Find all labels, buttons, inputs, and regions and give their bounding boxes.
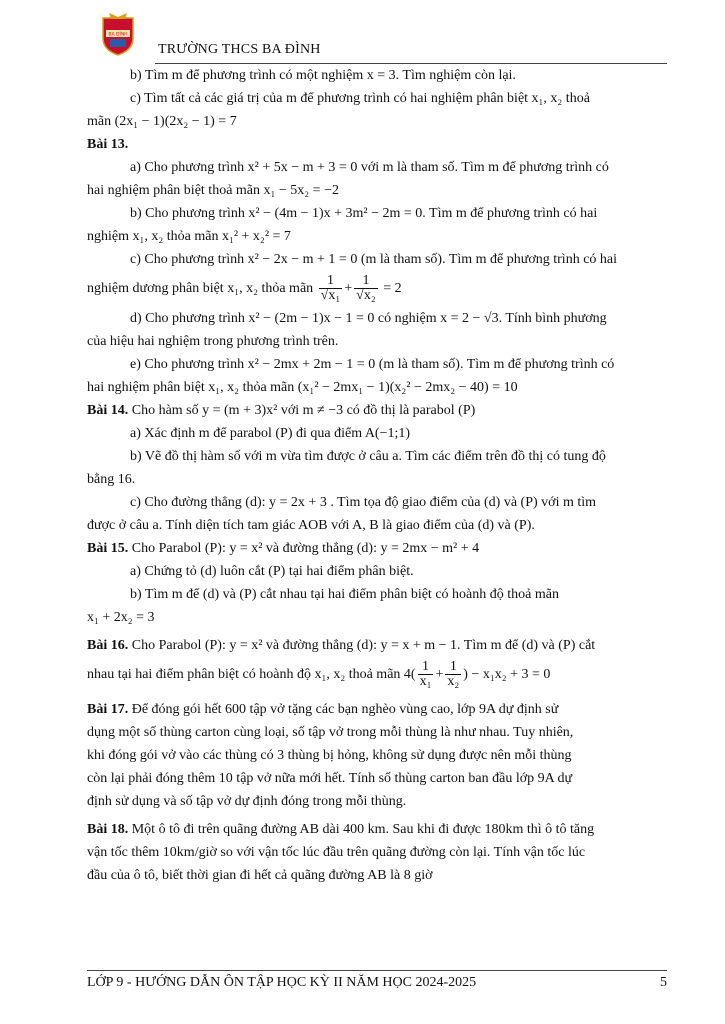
page-number: 5 <box>660 975 667 990</box>
b18-3: đầu của ô tô, biết thời gian đi hết cả quãng đường AB là 8 giờ <box>87 868 433 883</box>
b13b-2: nghiệm x₁, x₂ thỏa mãn x₁² + x₂² = 7 <box>87 229 291 244</box>
b15b-2: x₁ + 2x₂ = 3 <box>87 610 155 625</box>
b14b-1: b) Vẽ đồ thị hàm số với m vừa tìm được ở câu a. Tìm các điểm trên đồ thị có tung độ <box>130 449 606 464</box>
b12b: b) Tìm m để phương trình có một nghiệm x = 3. Tìm nghiệm còn lại. <box>130 68 516 83</box>
b17-4: còn lại phải đóng thêm 10 tập vở nữa mới hết. Tính số thùng carton ban đầu lớp 9A dự <box>87 771 573 786</box>
b13c-2: nghiệm dương phân biệt x₁, x₂ thỏa mãn $\frac{1}{\text{√x₁}}$ + $\frac{1}{\text{√x₂}}$ = 2 <box>87 273 402 304</box>
b13e-2: hai nghiệm phân biệt x₁, x₂ thỏa mãn (x₁² − 2mx₁ − 1)(x₂² − 2mx₂ − 40) = 10 <box>87 380 518 395</box>
b14a: a) Xác định m để parabol (P) đi qua điểm A(−1;1) <box>130 426 411 441</box>
b13a-2: hai nghiệm phân biệt thoả mãn x₁ − 5x₂ = −2 <box>87 183 339 198</box>
b13d-1: d) Cho phương trình x² − (2m − 1)x − 1 = 0 có nghiệm x = 2 − √3. Tính bình phương <box>130 311 607 326</box>
b14b-2: bằng 16. <box>87 472 136 487</box>
b12c-2: mãn (2x₁ − 1)(2x₂ − 1) = 7 <box>87 114 237 129</box>
school-name: TRƯỜNG THCS BA ĐÌNH <box>158 42 321 57</box>
logo-text: BA ĐÌNH <box>108 32 128 38</box>
b18-1: Bài 18. Một ô tô đi trên quãng đường AB dài 400 km. Sau khi đi được 180km thì ô tô tăng <box>87 822 595 837</box>
b15b-1: b) Tìm m để (d) và (P) cắt nhau tại hai điểm phân biệt có hoành độ thoả mãn <box>130 587 559 602</box>
b15a: a) Chứng tỏ (d) luôn cắt (P) tại hai điểm phân biệt. <box>130 564 414 579</box>
b13c-frac-1: $\frac{1}{\text{√x₁}}$ <box>320 273 341 304</box>
b13e-1: e) Cho phương trình x² − 2mx + 2m − 1 = 0 (m là tham số). Tìm m để phương trình có <box>130 357 615 372</box>
b16-2: nhau tại hai điểm phân biệt có hoành độ x₁, x₂ thoả mãn 4( $\frac{1}{\text{x₁}}$ + $\frac{1}{\text{x₂}}$ ) − x₁x₂ + 3 = 0 <box>87 659 551 690</box>
b16-1: Bài 16. Cho Parabol (P): y = x² và đường thẳng (d): y = x + m − 1. Tìm m để (d) và (P) cắt <box>87 638 596 653</box>
b16-frac-2: $\frac{1}{\text{x₂}}$ <box>447 659 460 690</box>
b17-3: khi đóng gói vở vào các thùng có 3 thùng bị hỏng, không sử dụng được nên mỗi thùng <box>87 748 572 763</box>
document-body <box>87 64 667 887</box>
b12c-1: c) Tìm tất cả các giá trị của m để phương trình có hai nghiệm phân biệt x₁, x₂ thoả <box>130 91 590 106</box>
footer-text: LỚP 9 - HƯỚNG DẪN ÔN TẬP HỌC KỲ II NĂM HỌC 2024-2025 <box>87 975 477 990</box>
b13d-2: của hiệu hai nghiệm trong phương trình trên. <box>87 334 339 349</box>
footer-rule <box>87 970 667 971</box>
b17-5: định sử dụng và số tập vở dự định đóng trong mỗi thùng. <box>87 794 407 809</box>
b14c-1: c) Cho đường thẳng (d): y = 2x + 3 . Tìm tọa độ giao điểm của (d) và (P) với m tìm <box>130 495 597 510</box>
b16-frac-1: $\frac{1}{\text{x₁}}$ <box>419 659 432 690</box>
b14c-2: được ở câu a. Tính diện tích tam giác AOB với A, B là giao điểm của (d) và (P). <box>87 518 535 533</box>
school-logo <box>101 12 135 56</box>
b18-2: vận tốc thêm 10km/giờ so với vận tốc lúc đầu trên quãng đường còn lại. Tính vận tốc lúc <box>87 845 586 860</box>
b15-title: Bài 15. Cho Parabol (P): y = x² và đường thẳng (d): y = 2mx − m² + 4 <box>87 541 480 556</box>
b13b-1: b) Cho phương trình x² − (4m − 1)x + 3m² − 2m = 0. Tìm m để phương trình có hai <box>130 206 598 221</box>
b17-1: Bài 17. Để đóng gói hết 600 tập vở tặng các bạn nghèo vùng cao, lớp 9A dự định sử <box>87 702 559 717</box>
b13c-1: c) Cho phương trình x² − 2x − m + 1 = 0 (m là tham số). Tìm m để phương trình có hai <box>130 252 618 267</box>
b13-title: Bài 13. <box>87 137 129 152</box>
b13c-frac-2: $\frac{1}{\text{√x₂}}$ <box>356 273 376 304</box>
b14-title: Bài 14. Cho hàm số y = (m + 3)x² với m ≠ −3 có đồ thị là parabol (P) <box>87 403 476 418</box>
b13a-1: a) Cho phương trình x² + 5x − m + 3 = 0 với m là tham số. Tìm m để phương trình có <box>130 160 609 175</box>
b17-2: dụng một số thùng carton cùng loại, số tập vở trong mỗi thùng là như nhau. Tuy nhiên, <box>87 725 574 740</box>
